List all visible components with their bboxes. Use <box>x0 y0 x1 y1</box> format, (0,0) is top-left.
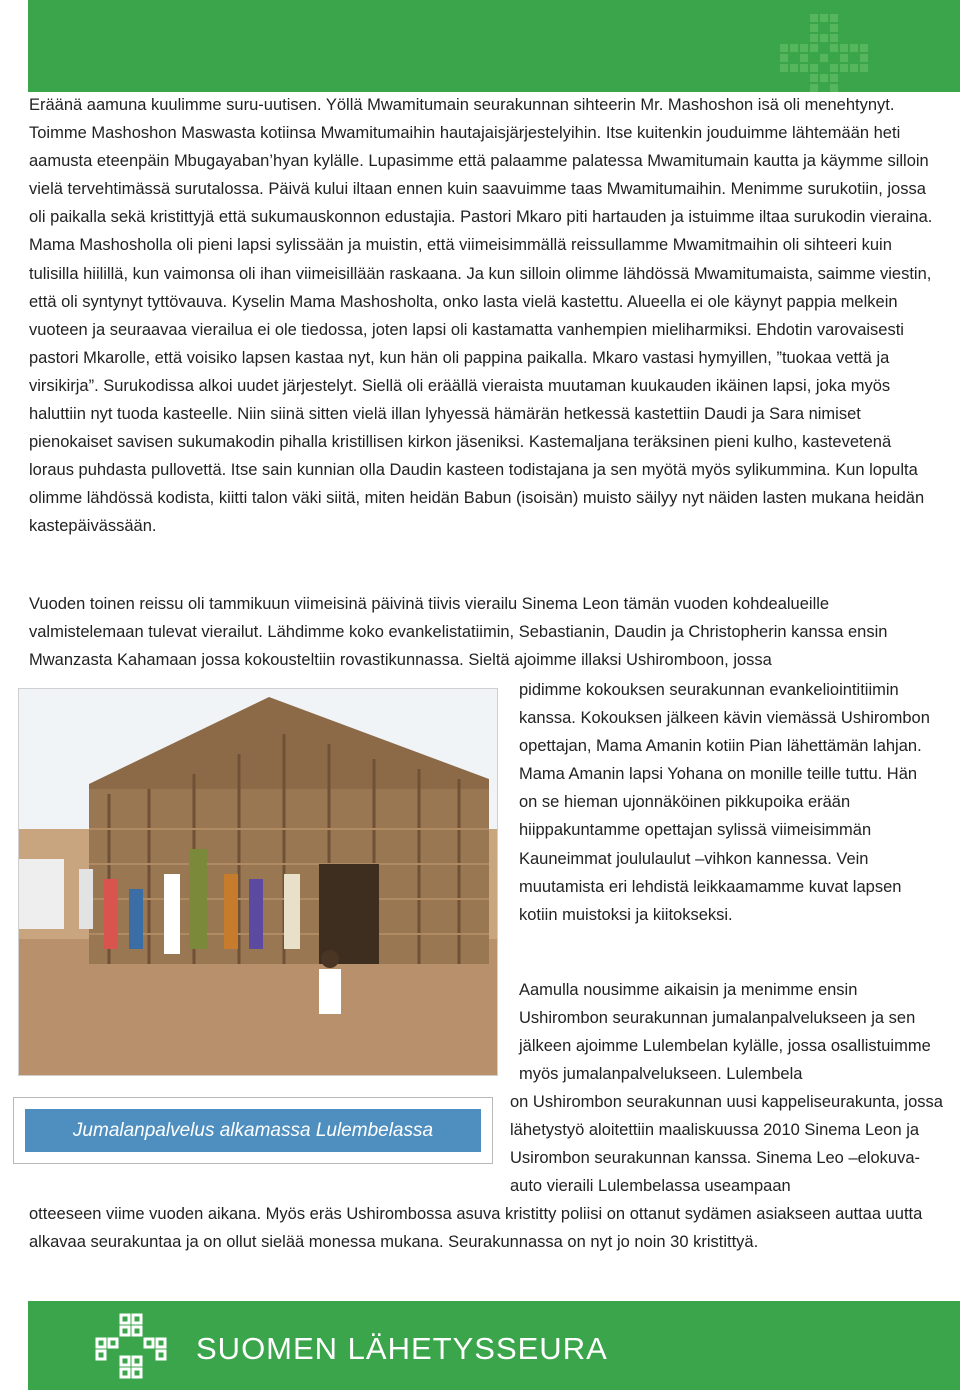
photo-caption-box <box>13 1097 493 1164</box>
paragraph-january-trip: Vuoden toinen reissu oli tammikuun viimeisinä päivinä tiivis vierailu Sinema Leon tämän vuoden kohdealueille valmistelemaan tulevat vierailut. Lähdimme koko evankelistatiimin, Sebastianin, Daudin ja Christopherin kanssa ensin Mwanzasta Kahamaan jossa kokousteltiin rovastikunnassa. Sieltä ajoimme illaksi Ushiromboon, jossa <box>29 595 888 670</box>
footer-banner <box>28 1301 960 1390</box>
paragraph-closing: otteeseen viime vuoden aikana. Myös eräs Ushirombossa asuva kristitty poliisi on ottanut sydämen asiakseen auttaa uutta alkavaa seurakuntaa ja on ollut sielää monessa mukana. Seurakunnassa on nyt jo noin 30 kristittyä. <box>29 1205 923 1252</box>
photo-illustration <box>19 689 497 1075</box>
paragraph-baptism-story: Eräänä aamuna kuulimme suru-uutisen. Yöllä Mwamitumain seurakunnan sihteerin Mr. Mashoshon isä oli menehtynyt. Toimme Mashoshon Maswasta kotiinsa Mwamitumaihin hautajaisjärjestelyihin. Itse kuitenkin jouduimme lähtemään heti aamusta eteenpäin Mbugayaban’hyan kylälle. Lupasimme että palaamme palatessa Mwamitumain kautta ja käymme silloin vielä tervehtimässä surutalossa. Päivä kului iltaan ennen kuin saavuimme taas Mwamitumaihin. Menimme surukotiin, jossa oli paikalla sekä kristittyjä että sukumauskonnon edustajia. Pastori Mkaro piti hartauden ja istuimme iltaa surukodin vieraina. Mama Mashosholla oli pieni lapsi sylissään ja muistin, että viimeisimmällä reissullamme Mwamitmaihin oli sihteeri kuin tulisilla hiilillä, kun vaimonsa oli ihan viimeisillään raskaana. Ja kun silloin olimme lähdössä Mwamitumaista, saimme viestin, että oli syntynyt tyttövauva. Kyselin Mama Mashosholta, onko lasta vielä kastettu. Alueella ei ole käynyt pappia melkein vuoteen ja seuraavaa vierailua ei ole tiedossa, joten lapsi oli kastamatta vanhempien mieliharmiksi. Ehdotin varovaisesti pastori Mkarolle, että voisiko lapsen kastaa nyt, kun hän oli pappina paikalla. Mkaro vastasi hymyillen, ”tuokaa vettä ja virsikirja”. Surukodissa alkoi uudet järjestelyt. Siellä oli eräällä vieraista muutaman kuukauden ikäinen lapsi, joka myös haluttiin nyt tuoda kasteelle. Niin siinä sitten vielä illan lyhyessä hämärän hetkessä kastettiin Daudi ja Sara nimiset pienokaiset savisen sukumakodin pihalla kristillisen kirkon jäseniksi. Kastemaljana teräksinen pieni kulho, kastevetenä loraus puhdasta pullovettä. Itse sain kunnian olla Daudin kasteen todistajana ja sen myötä myös sylikummina. Kun lopulta olimme lähdössä kodista, kiitti talon väki siitä, miten heidän Babun (isoisän) muisto säilyy nyt näiden lasten mukana heidän kastepäivässään. <box>29 96 933 536</box>
cross-pattern-icon <box>680 4 940 92</box>
photo-caption: Jumalanpalvelus alkamassa Lulembelassa <box>25 1109 481 1152</box>
church-photo <box>18 688 498 1076</box>
organization-name: SUOMEN LÄHETYSSEURA <box>196 1331 608 1366</box>
organization-logo-icon <box>86 1311 176 1381</box>
paragraph-ushirombo-meeting: pidimme kokouksen seurakunnan evankeliointitiimin kanssa. Kokouksen jälkeen kävin viemässä Ushirombon opettajan, Mama Amanin kotiin Pian lähettämän lahjan. Mama Amanin lapsi Yohana on monille teille tuttu. Hän on se hieman ujonnäköinen pikkupoika erään hiippakuntamme opettajan sylissä viimeisimmän Kauneimmat joululaulut –vihkon kannessa. Vein muutamista eri lehdistä leikkaamamme kuvat lapsen kotiin muistoksi ja kiitokseksi. <box>519 681 930 924</box>
paragraph-lulembela-chapel: on Ushirombon seurakunnan uusi kappeliseurakunta, jossa lähetystyö aloitettiin maaliskuussa 2010 Sinema Leon ja Usirombon seurakunnan kanssa. Sinema Leo –elokuva-auto vieraili Lulembelassa useampaan <box>510 1093 943 1196</box>
top-banner <box>28 0 960 92</box>
paragraph-lulembela-morning: Aamulla nousimme aikaisin ja menimme ensin Ushirombon seurakunnan jumalanpalvelukseen ja sen jälkeen ajoimme Lulembelan kylälle, jossa osallistuimme myös jumalanpalvelukseen. Lulembela <box>519 981 931 1084</box>
